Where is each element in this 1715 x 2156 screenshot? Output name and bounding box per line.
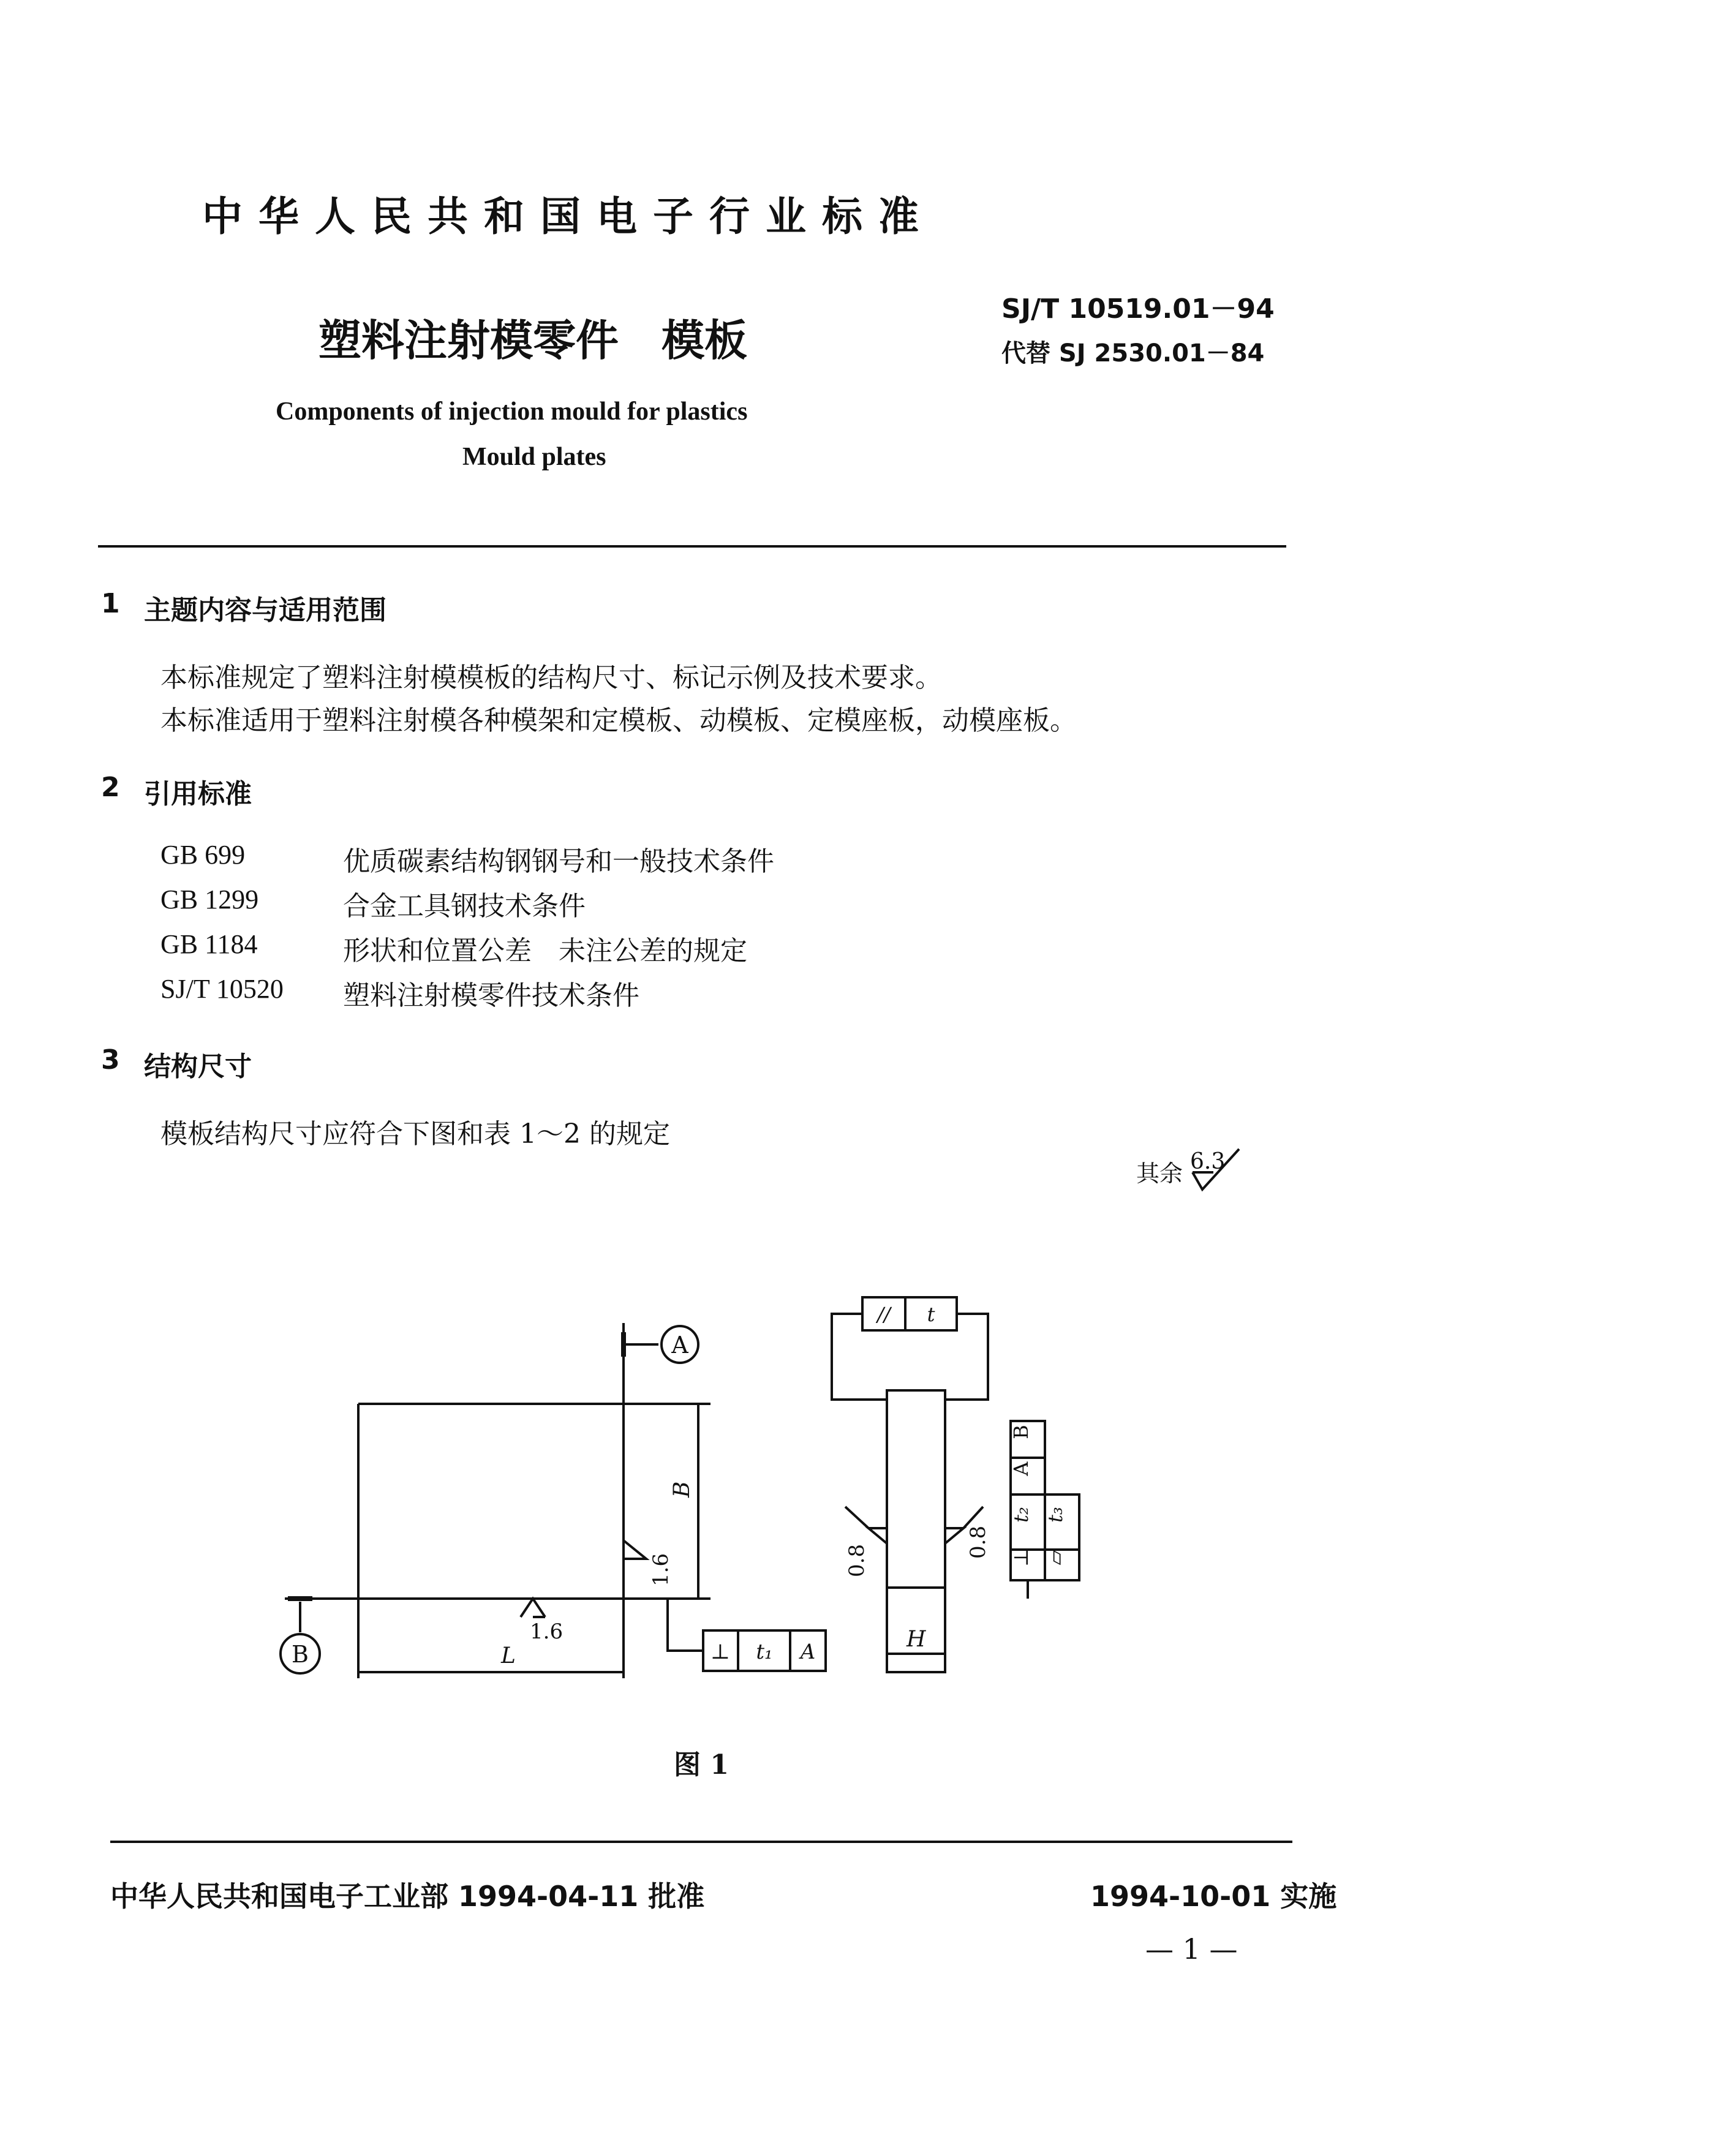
- dim-h-label: H: [907, 1627, 926, 1652]
- roughness-horizontal-value: 1.6: [530, 1619, 564, 1644]
- english-title-line1: Components of injection mould for plastics: [276, 398, 748, 426]
- roughness-vertical-value: 1.6: [649, 1553, 673, 1586]
- section-1-title: 主题内容与适用范围: [144, 595, 386, 626]
- section-3-paragraph: 模板结构尺寸应符合下图和表 1～2 的规定: [160, 1118, 670, 1150]
- section-1-paragraph-1: 本标准规定了塑料注射模模板的结构尺寸、标记示例及技术要求。: [160, 662, 942, 693]
- tol-t3-label: t₃: [1044, 1507, 1067, 1523]
- roughness-1-6-horizontal: [521, 1599, 545, 1617]
- roughness-0-8-right: [945, 1528, 963, 1544]
- standard-replaces: 代替 SJ 2530.01－84: [1001, 339, 1265, 368]
- bottom-divider: [110, 1841, 1292, 1843]
- dim-b-label: B: [669, 1481, 695, 1498]
- reference-code-4: SJ/T 10520: [160, 974, 284, 1004]
- reference-code-1: GB 699: [160, 840, 246, 870]
- standard-code: SJ/T 10519.01－94: [1001, 293, 1275, 325]
- tol-perp-symbol-2: ⊥: [1009, 1548, 1033, 1567]
- organization-title: 中华人民共和国电子行业标准: [202, 193, 935, 240]
- reference-title-4: 塑料注射模零件技术条件: [343, 980, 639, 1011]
- section-3-title: 结构尺寸: [144, 1051, 252, 1082]
- roughness-0-8-left: [869, 1528, 887, 1544]
- roughness-other-label: 其余: [1136, 1160, 1183, 1187]
- english-title-line2: Mould plates: [462, 443, 606, 471]
- section-3-number: 3: [101, 1044, 120, 1076]
- section-1-number: 1: [101, 588, 120, 619]
- tol-datum-a-ref-2: A: [1009, 1461, 1033, 1476]
- roughness-right-value: 0.8: [966, 1525, 990, 1559]
- page-number: — 1 —: [1145, 1932, 1238, 1966]
- tol-datum-b-ref: B: [1009, 1425, 1033, 1439]
- datum-a-label: A: [671, 1332, 688, 1359]
- section-2-title: 引用标准: [144, 778, 252, 810]
- document-title: 塑料注射模零件 模板: [318, 315, 747, 366]
- reference-title-2: 合金工具钢技术条件: [343, 891, 586, 922]
- roughness-left-value: 0.8: [845, 1544, 869, 1577]
- reference-code-2: GB 1299: [160, 884, 259, 914]
- tol-t1-label: t₁: [756, 1640, 773, 1664]
- roughness-other-value: 6.3: [1190, 1149, 1226, 1174]
- roughness-1-6-vertical: [624, 1540, 646, 1559]
- dim-l-label: L: [501, 1643, 516, 1668]
- tol-perp-symbol-1: ⊥: [710, 1640, 730, 1664]
- tol-flatness-symbol: ▱: [1044, 1550, 1067, 1566]
- datum-b-label: B: [292, 1641, 309, 1668]
- tolerance-frame-parallel: [862, 1297, 957, 1330]
- reference-title-1: 优质碳素结构钢钢号和一般技术条件: [343, 846, 774, 877]
- reference-code-3: GB 1184: [160, 929, 258, 959]
- approval-note: 中华人民共和国电子工业部 1994-04-11 批准: [110, 1880, 705, 1913]
- reference-title-3: 形状和位置公差 未注公差的规定: [343, 935, 747, 967]
- tol-t-label: t: [927, 1303, 935, 1326]
- tol-datum-a-ref: A: [800, 1640, 816, 1664]
- section-1-paragraph-2: 本标准适用于塑料注射模各种模架和定模板、动模板、定模座板，动模座板。: [160, 705, 1077, 736]
- section-2-number: 2: [101, 772, 120, 803]
- tol-t2-label: t₂: [1009, 1507, 1033, 1523]
- figure-caption: 图 1: [674, 1749, 729, 1781]
- tol-parallel-symbol: //: [877, 1303, 891, 1326]
- implementation-date: 1994-10-01 实施: [1090, 1880, 1337, 1913]
